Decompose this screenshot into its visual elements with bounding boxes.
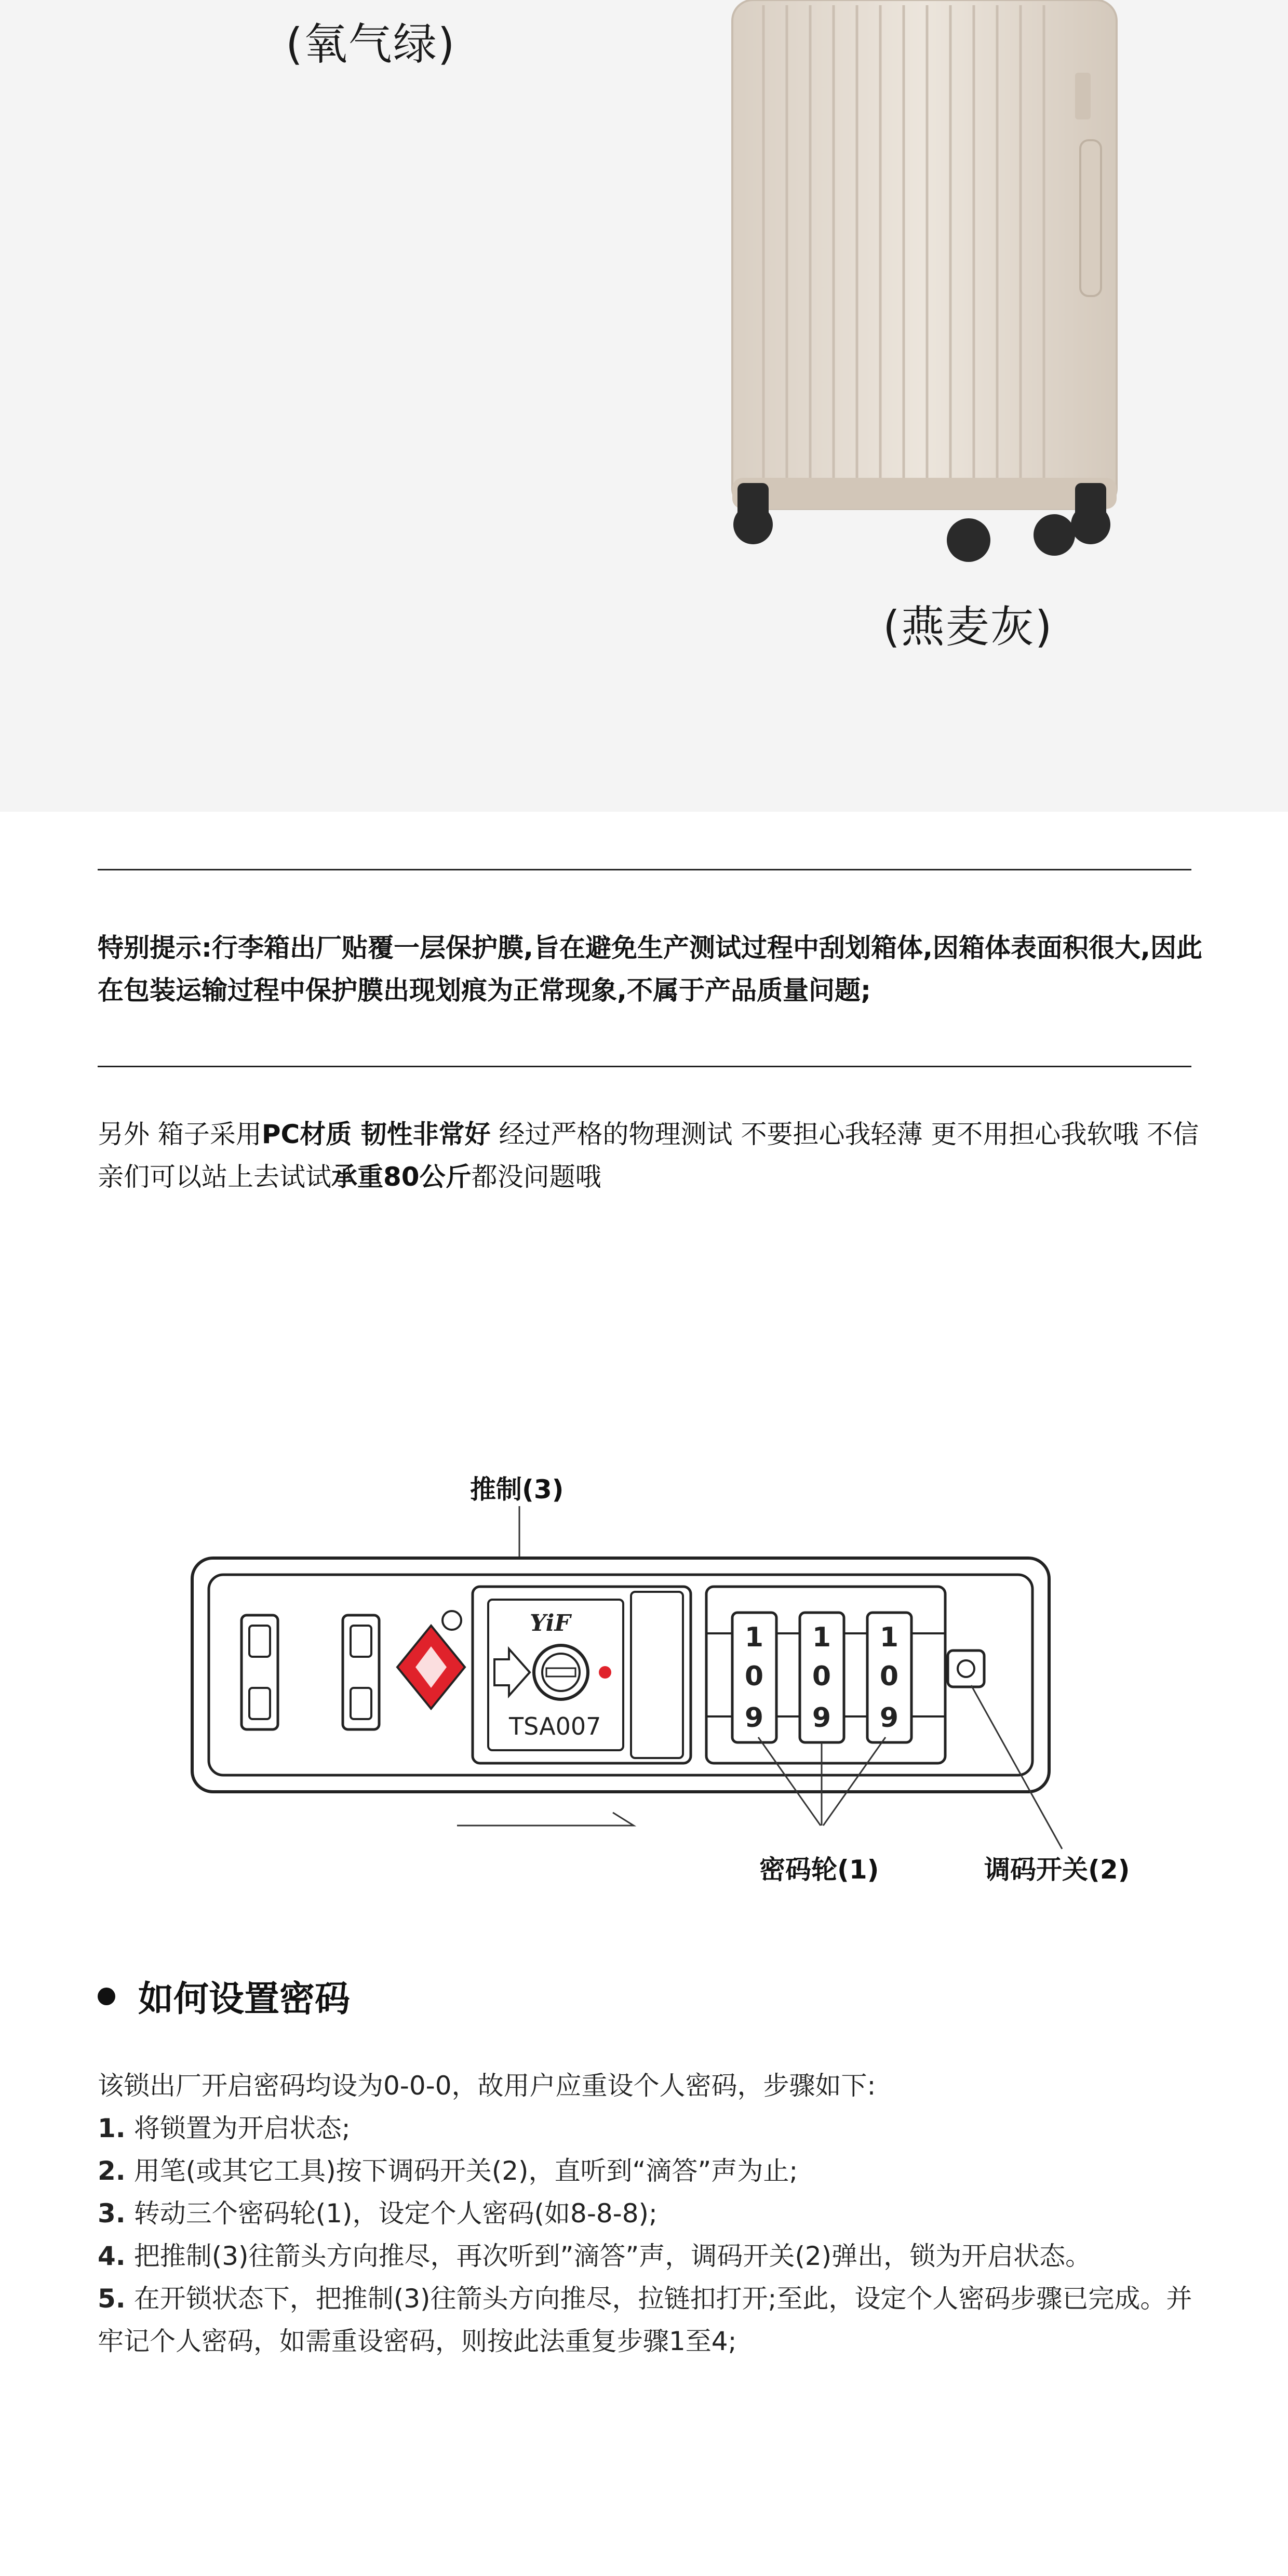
- section-title-text: 如何设置密码: [138, 1979, 351, 2020]
- wheel-1-mid: 0: [744, 1661, 764, 1692]
- label-push: 推制(3): [470, 1474, 564, 1505]
- wheel-3-top: 1: [879, 1622, 899, 1653]
- material-part1: 另外 箱子采用: [98, 1119, 262, 1149]
- wheel-1-top: 1: [744, 1622, 764, 1653]
- step-item: 2. 用笔(或其它工具)按下调码开关(2)，直听到“滴答”声为止;: [98, 2156, 798, 2186]
- wheel-2-mid: 0: [812, 1661, 831, 1692]
- label-code-wheels: 密码轮(1): [759, 1855, 879, 1885]
- product-hero: [0, 0, 1288, 812]
- divider-top: [98, 869, 1191, 870]
- suitcase-image: [722, 0, 1148, 566]
- step-item: 4. 把推制(3)往箭头方向推尽，再次听到”滴答”声，调码开关(2)弹出，锁为开启状态。: [98, 2241, 1092, 2271]
- section-heading: [98, 1971, 350, 2021]
- material-bold2: 承重80公斤: [331, 1162, 472, 1192]
- lock-model: TSA007: [509, 1712, 601, 1740]
- caption-oxygen-green: (氧气绿): [286, 19, 456, 70]
- material-text: [98, 1113, 1204, 1198]
- wheel-2-bottom: 9: [812, 1702, 831, 1734]
- wheel-2-top: 1: [812, 1622, 831, 1653]
- divider-middle: [98, 1066, 1191, 1067]
- material-bold1: PC材质 韧性非常好: [261, 1119, 491, 1149]
- steps-intro: 该锁出厂开启密码均设为0-0-0，故用户应重设个人密码，步骤如下:: [98, 2071, 876, 2101]
- material-part2: 经过严格的物理测试 不要担心我轻薄 更不用担心我软哦 不信亲们可以站上去试试: [98, 1119, 1199, 1192]
- label-reset-switch: 调码开关(2): [984, 1855, 1130, 1885]
- lock-brand: YiF: [530, 1610, 571, 1636]
- wheel-3-mid: 0: [879, 1661, 899, 1692]
- bullet-icon: [98, 1988, 115, 2005]
- step-item: 3. 转动三个密码轮(1)，设定个人密码(如8-8-8);: [98, 2198, 658, 2229]
- steps-list: [98, 2064, 1214, 2363]
- tsa-lock-diagram: [177, 1454, 1163, 1922]
- material-part3: 都没问题哦: [471, 1162, 601, 1192]
- step-item: 5. 在开锁状态下，把推制(3)往箭头方向推尽，拉链扣打开;至此，设定个人密码步骤已完成。并牢记个人密码，如需重设密码，则按此法重复步骤1至4;: [98, 2284, 1192, 2356]
- step-item: 1. 将锁置为开启状态;: [98, 2113, 351, 2143]
- wheel-3-bottom: 9: [879, 1702, 899, 1734]
- wheel-1-bottom: 9: [744, 1702, 764, 1734]
- caption-oat-gray: (燕麦灰): [883, 601, 1053, 652]
- notice-text: 特别提示:行李箱出厂贴覆一层保护膜,旨在避免生产测试过程中刮划箱体,因箱体表面积很大,因此在包装运输过程中保护膜出现划痕为正常现象,不属于产品质量问题;: [98, 933, 1202, 1005]
